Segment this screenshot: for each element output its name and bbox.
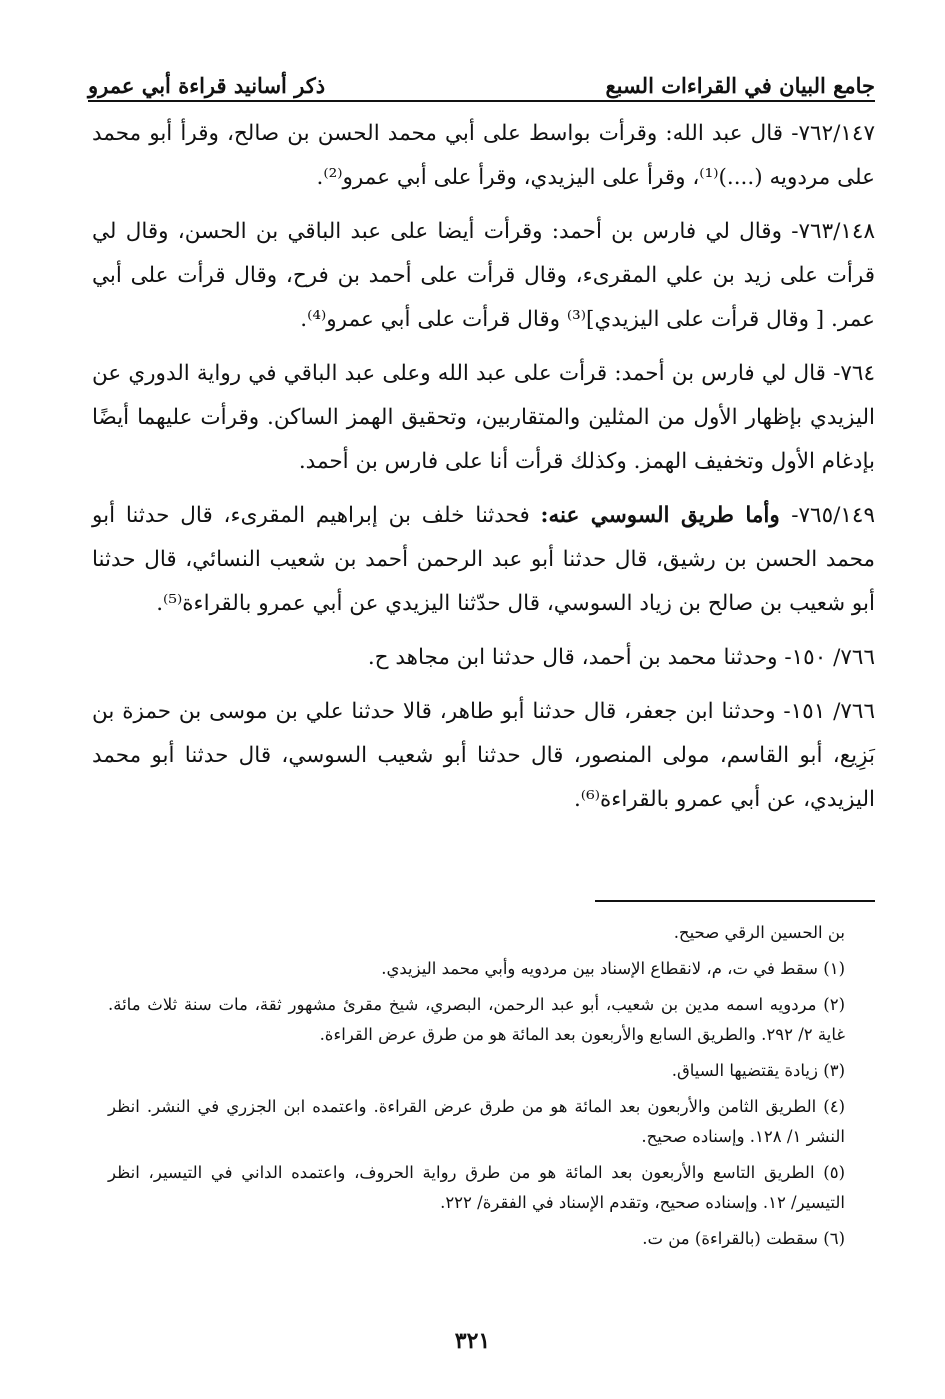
paragraph-number: ٧٦٥/١٤٩- [791, 503, 876, 528]
paragraph-766a [92, 636, 875, 680]
paragraph-765 [92, 494, 875, 626]
paragraph-text: وحدثنا محمد بن أحمد، قال حدثنا ابن مجاهد ح. [367, 645, 785, 670]
paragraph-number: ٧٦٤- [833, 361, 875, 386]
paragraph-number: ٧٦٦/ ١٥٠- [784, 645, 875, 670]
paragraph-number: ٧٦٦/ ١٥١- [783, 699, 875, 724]
section-title: ذكر أسانيد قراءة أبي عمرو [88, 73, 326, 98]
footnote-5: (٥) الطريق التاسع والأربعون بعد المائة هو من طرق رواية الحروف، واعتمده الداني في التيسير، انظر التيسير/ ١٢. وإسناده صحيح، وتقدم الإسناد في الفقرة/ ٢٢٢. [108, 1163, 845, 1212]
paragraph-heading: وأما طريق السوسي عنه: [540, 503, 792, 528]
footnote-separator [595, 900, 875, 902]
paragraph-766b [92, 690, 875, 822]
header-rule [88, 100, 875, 102]
footnotes [108, 918, 845, 1260]
paragraph-text: وحدثنا ابن جعفر، قال حدثنا أبو طاهر، قالا حدثنا علي بن موسى بن حمزة بن بَزِيع، أبو القاسم، مولى المنصور، قال حدثنا أبو شعيب السوسي، قال حدثنا أبو محمد اليزيدي، عن أبي عمرو بالقراءة⁽⁶⁾. [92, 699, 875, 812]
paragraph-number: ٧٦٢/١٤٧- [791, 121, 875, 146]
footnote-continuation: بن الحسين الرقي صحيح. [673, 923, 845, 942]
paragraph-762 [92, 112, 875, 200]
footnote-1: (١) سقط في ت، م، لانقطاع الإسناد بين مردويه وأبي محمد اليزيدي. [381, 959, 845, 978]
paragraph-764 [92, 352, 875, 484]
paragraph-763 [92, 210, 875, 342]
paragraph-text: قال لي فارس بن أحمد: قرأت على عبد الله وعلى عبد الباقي في رواية الدوري عن اليزيدي بإظهار الأول من المثلين والمتقاربين، وتحقيق الهمز الساكن. وقرأت عليهما أيضًا بإدغام الأول وتخفيف الهمز. وكذلك قرأت أنا على فارس بن أحمد. [92, 361, 875, 474]
paragraph-text: قال عبد الله: وقرأت بواسط على أبي محمد الحسن بن صالح، وقرأ أبو محمد على مردويه (....)⁽¹⁾، وقرأ على اليزيدي، وقرأ على أبي عمرو⁽²⁾. [92, 121, 875, 190]
paragraph-text: فحدثنا خلف بن إبراهيم المقرىء، قال حدثنا أبو محمد الحسن بن رشيق، قال حدثنا أبو عبد الرحمن أحمد بن شعيب النسائي، قال حدثنا أبو شعيب بن صالح بن زياد السوسي، قال حدّثنا اليزيدي عن أبي عمرو بالقراءة⁽⁵⁾. [92, 503, 875, 616]
page-number: ٣٢١ [454, 1328, 491, 1354]
footnote-2: (٢) مردويه اسمه مدين بن شعيب، أبو عبد الرحمن، البصري، شيخ مقرئ مشهور ثقة، مات سنة ثلاث مائة. غاية ٢/ ٢٩٢. والطريق السابع والأربعون بعد المائة هو من طرق عرض القراءة. [108, 995, 845, 1044]
footnote-3: (٣) زيادة يقتضيها السياق. [671, 1061, 845, 1080]
running-header [88, 58, 875, 98]
main-text [92, 112, 875, 832]
footnote-4: (٤) الطريق الثامن والأربعون بعد المائة هو من طرق عرض القراءة. واعتمده ابن الجزري في النشر. انظر النشر ١/ ١٢٨. وإسناده صحيح. [108, 1097, 845, 1146]
footnote-6: (٦) سقطت (بالقراءة) من ت. [642, 1229, 845, 1248]
paragraph-number: ٧٦٣/١٤٨- [791, 219, 875, 244]
book-title: جامع البيان في القراءات السبع [605, 73, 875, 98]
paragraph-text: وقال لي فارس بن أحمد: وقرأت أيضا على عبد الباقي بن الحسن، وقال لي قرأت على زيد بن علي المقرىء، وقال قرأت على أحمد بن فرح، وقال قرأت على أبي عمر. [ وقال قرأت على اليزيدي]⁽³⁾ وقال قرأت على أبي عمرو⁽⁴⁾. [92, 219, 875, 332]
